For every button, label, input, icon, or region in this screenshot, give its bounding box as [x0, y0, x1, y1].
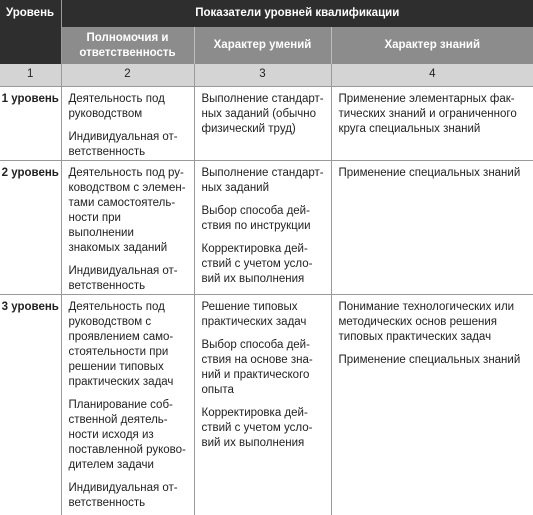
level-label: 2 уровень [0, 160, 61, 294]
cell-text: Решение типовых практических задач [201, 300, 307, 328]
skills-cell [194, 294, 331, 515]
knowledge-cell [331, 86, 533, 160]
level-label: 3 уровень [0, 294, 61, 515]
level-label: 1 уровень [0, 86, 61, 160]
header-level: Уровень [0, 0, 61, 64]
authority-cell [61, 294, 194, 515]
cell-text: Деятельность под ру-ководством с элемен-тами самостоятель-ности при выполнении знакомых заданий [68, 166, 186, 254]
skills-cell [194, 86, 331, 160]
column-number: 1 [0, 64, 61, 86]
authority-cell [61, 86, 194, 160]
authority-cell [61, 160, 194, 294]
cell-text: Индивидуальная от-ветственность [68, 264, 178, 292]
column-number: 3 [194, 64, 331, 86]
cell-text: Выполнение стандарт-ных заданий (обычно физический труд) [201, 92, 324, 135]
cell-text: Выбор способа дей-ствия на основе зна-ний и практического опыта [201, 338, 313, 396]
table-row [0, 86, 533, 160]
header-authority: Полномочия и ответственность [61, 27, 194, 64]
table-row [0, 160, 533, 294]
header-skills: Характер умений [194, 27, 331, 64]
knowledge-cell [331, 160, 533, 294]
column-number: 2 [61, 64, 194, 86]
cell-text: Выполнение стандарт-ных заданий [201, 166, 324, 194]
cell-text: Индивидуальная от-ветственность [68, 481, 178, 509]
cell-text: Деятельность под руководством [68, 92, 165, 120]
cell-text: Корректировка дей-ствий с учетом усло-вий их выполнения [201, 242, 313, 285]
column-number-row [0, 64, 533, 86]
cell-text: Выбор способа дей-ствия по инструкции [201, 204, 311, 232]
knowledge-cell [331, 294, 533, 515]
header-indicators: Показатели уровней квалификации [61, 0, 533, 27]
cell-text: Понимание технологических или методических основ решения типовых практических задач [338, 300, 515, 343]
cell-text: Применение специальных знаний [338, 353, 521, 366]
column-number: 4 [331, 64, 533, 86]
cell-text: Индивидуальная от-ветственность [68, 130, 178, 158]
cell-text: Деятельность под руководством с проявлением само-стоятельности при решении типовых практических задач [68, 300, 174, 388]
cell-text: Планирование соб-ственной деятель-ности исходя из поставленной руково-дителем задачи [68, 398, 186, 471]
table-row [0, 294, 533, 515]
cell-text: Применение элементарных фак-тических знаний и ограниченного круга специальных знаний [338, 92, 517, 135]
cell-text: Применение специальных знаний [338, 166, 521, 179]
header-knowledge: Характер знаний [331, 27, 533, 64]
skills-cell [194, 160, 331, 294]
cell-text: Корректировка дей-ствий с учетом усло-вий их выполнения [201, 406, 313, 449]
